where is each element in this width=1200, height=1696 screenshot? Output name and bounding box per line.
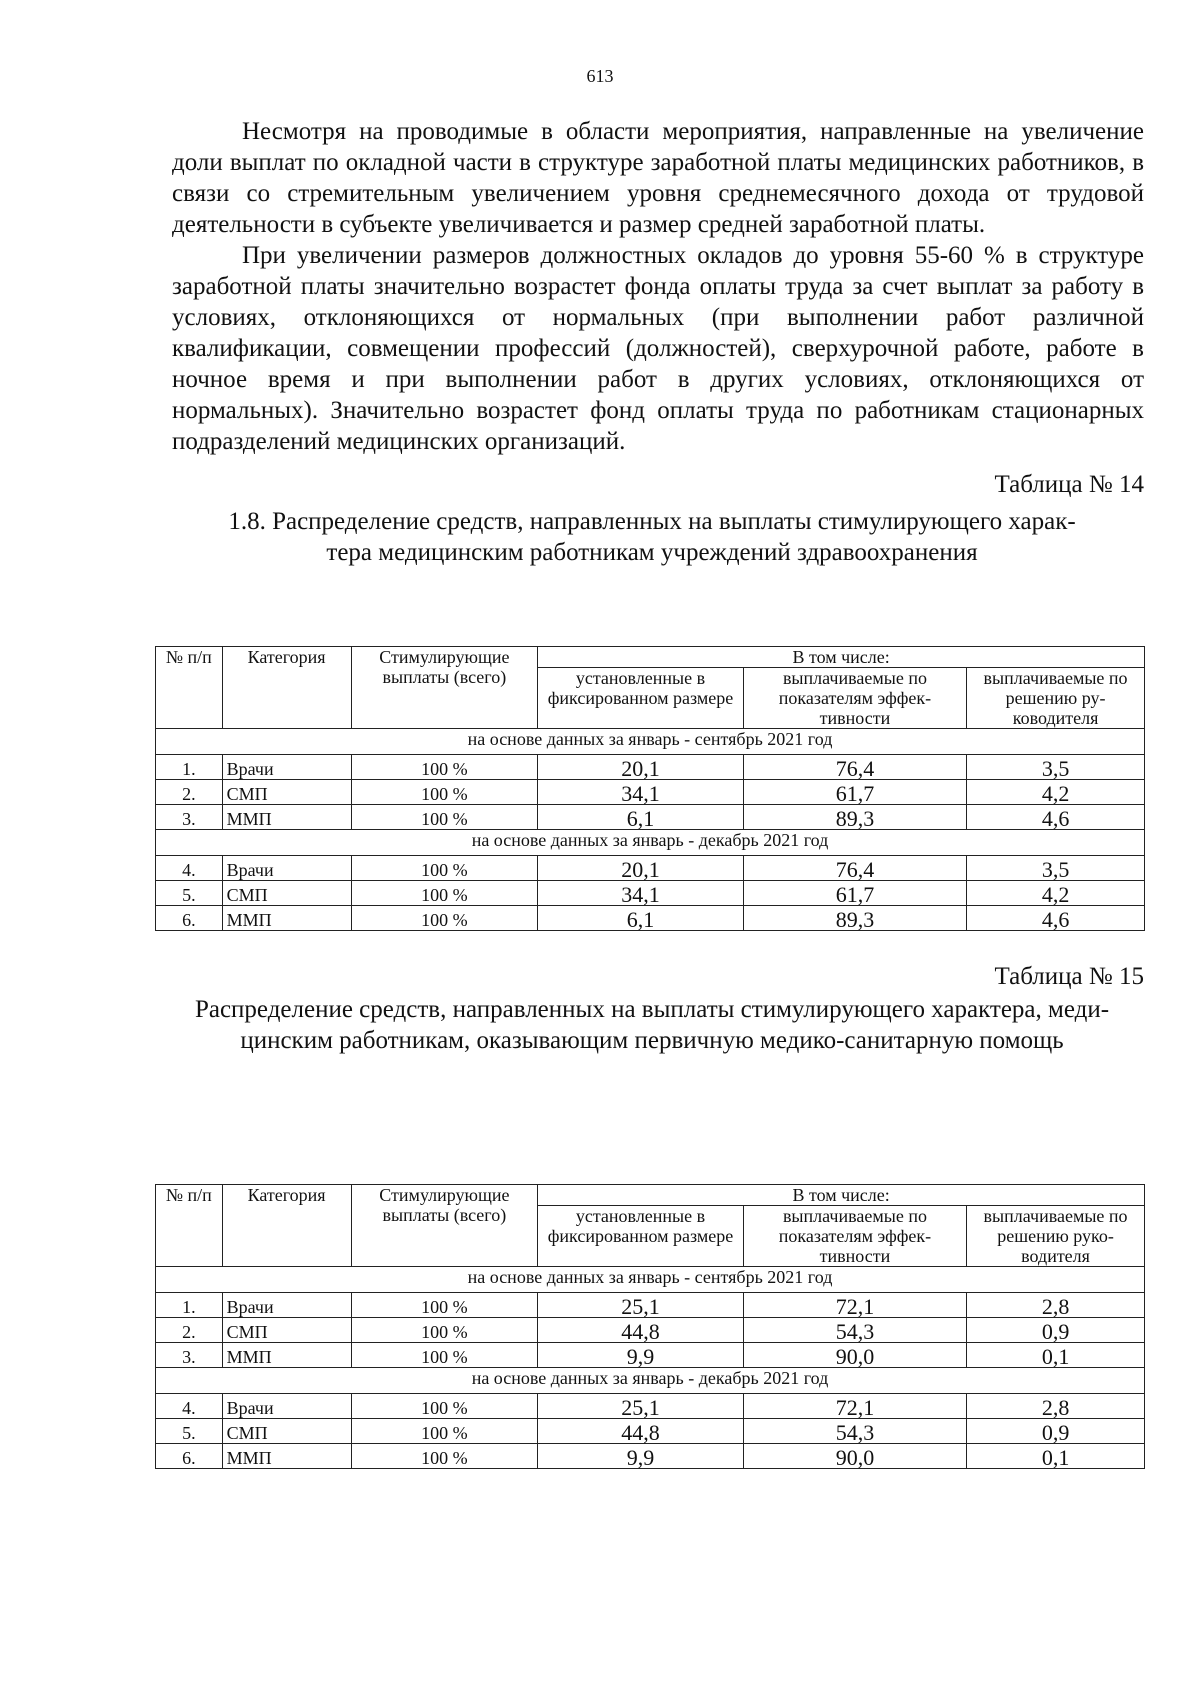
row-fixed: 25,1 — [538, 1293, 744, 1318]
row-manager: 0,1 — [967, 1444, 1145, 1469]
table-15-title-line-1: Распределение средств, направленных на выплаты стимулирующего характера, меди- — [194, 996, 1110, 1023]
period-label: на основе данных за январь - сентябрь 2021 год — [156, 1267, 1145, 1293]
row-category: Врачи — [222, 856, 351, 881]
row-category: Врачи — [222, 1293, 351, 1318]
row-fixed: 6,1 — [538, 906, 744, 931]
header-manager: выплачиваемые по решению руко-водителя — [967, 1206, 1145, 1267]
row-total: 100 % — [351, 755, 538, 780]
header-manager: выплачиваемые по решению ру-ководителя — [967, 668, 1145, 729]
row-manager: 4,2 — [967, 780, 1145, 805]
row-category: СМП — [222, 780, 351, 805]
paragraph-1: Несмотря на проводимые в области мероприятия, направленные на увеличение доли выплат по окладной части в структуре заработной платы медицинских работников, в связи со стремительным увеличением уровня среднемесячного дохода от трудовой деятельности в субъекте увеличивается и размер средней заработной платы. — [172, 118, 1144, 238]
period-label: на основе данных за январь - декабрь 2021 год — [156, 830, 1145, 856]
row-number: 6. — [156, 906, 223, 931]
row-category: Врачи — [222, 755, 351, 780]
row-efficiency: 89,3 — [743, 805, 966, 830]
row-efficiency: 54,3 — [743, 1318, 966, 1343]
table-row — [156, 1419, 1145, 1444]
row-manager: 4,6 — [967, 906, 1145, 931]
table-row — [156, 755, 1145, 780]
row-total: 100 % — [351, 856, 538, 881]
paragraph-2: При увеличении размеров должностных окладов до уровня 55-60 % в структуре заработной платы значительно возрастет фонда оплаты труда за счет выплат за работу в условиях, отклоняющихся от нормальных (при выполнении работ различной квалификации, совмещении профессий (должностей), сверхурочной работе, работе в ночное время и при выполнении работ в других условиях, отклоняющихся от нормальных). Значительно возрастет фонд оплаты труда по работникам стационарных подразделений медицинских организаций. — [172, 242, 1144, 455]
row-efficiency: 76,4 — [743, 856, 966, 881]
row-efficiency: 72,1 — [743, 1293, 966, 1318]
row-number: 1. — [156, 755, 223, 780]
row-category: СМП — [222, 881, 351, 906]
row-manager: 3,5 — [967, 755, 1145, 780]
row-total: 100 % — [351, 881, 538, 906]
header-fixed: установленные в фиксированном размере — [538, 1206, 744, 1267]
header-category: Категория — [222, 647, 351, 729]
row-manager: 4,2 — [967, 881, 1145, 906]
row-category: СМП — [222, 1318, 351, 1343]
table-row — [156, 881, 1145, 906]
row-number: 1. — [156, 1293, 223, 1318]
table-row — [156, 1343, 1145, 1368]
row-total: 100 % — [351, 1343, 538, 1368]
table-row — [156, 1318, 1145, 1343]
period-row — [156, 1267, 1145, 1293]
table-row — [156, 1394, 1145, 1419]
header-category: Категория — [222, 1185, 351, 1267]
row-efficiency: 61,7 — [743, 780, 966, 805]
header-num: № п/п — [156, 1185, 223, 1267]
table-15-caption: Таблица № 15 — [994, 963, 1144, 990]
row-number: 4. — [156, 1394, 223, 1419]
row-total: 100 % — [351, 1444, 538, 1469]
table-15-title-line-2: цинским работникам, оказывающим первичную медико-санитарную помощь — [240, 1027, 1064, 1054]
header-row — [156, 1185, 1145, 1206]
period-label: на основе данных за январь - декабрь 2021 год — [156, 1368, 1145, 1394]
period-label: на основе данных за январь - сентябрь 2021 год — [156, 729, 1145, 755]
table-15 — [155, 1184, 1145, 1469]
row-number: 2. — [156, 780, 223, 805]
table-14-title-line-2: тера медицинским работникам учреждений здравоохранения — [326, 539, 978, 566]
row-total: 100 % — [351, 1318, 538, 1343]
table-15-title — [160, 994, 1144, 1056]
table-row — [156, 805, 1145, 830]
row-total: 100 % — [351, 780, 538, 805]
row-efficiency: 90,0 — [743, 1444, 966, 1469]
row-number: 6. — [156, 1444, 223, 1469]
row-manager: 2,8 — [967, 1394, 1145, 1419]
table-row — [156, 1444, 1145, 1469]
period-row — [156, 1368, 1145, 1394]
row-manager: 0,1 — [967, 1343, 1145, 1368]
row-number: 2. — [156, 1318, 223, 1343]
row-fixed: 44,8 — [538, 1318, 744, 1343]
row-fixed: 34,1 — [538, 780, 744, 805]
row-total: 100 % — [351, 1419, 538, 1444]
row-efficiency: 76,4 — [743, 755, 966, 780]
table-row — [156, 856, 1145, 881]
row-efficiency: 54,3 — [743, 1419, 966, 1444]
row-manager: 2,8 — [967, 1293, 1145, 1318]
row-manager: 0,9 — [967, 1419, 1145, 1444]
header-num: № п/п — [156, 647, 223, 729]
row-fixed: 9,9 — [538, 1444, 744, 1469]
row-category: ММП — [222, 1343, 351, 1368]
row-category: ММП — [222, 906, 351, 931]
row-fixed: 20,1 — [538, 755, 744, 780]
row-total: 100 % — [351, 1394, 538, 1419]
header-fixed: установленные в фиксированном размере — [538, 668, 744, 729]
table-14 — [155, 646, 1145, 931]
table-14-title — [160, 506, 1144, 568]
header-total: Стимулирующие выплаты (всего) — [351, 647, 538, 729]
row-fixed: 20,1 — [538, 856, 744, 881]
row-manager: 0,9 — [967, 1318, 1145, 1343]
row-fixed: 44,8 — [538, 1419, 744, 1444]
row-efficiency: 72,1 — [743, 1394, 966, 1419]
row-category: Врачи — [222, 1394, 351, 1419]
row-number: 3. — [156, 805, 223, 830]
body-text — [172, 116, 1144, 457]
period-row — [156, 830, 1145, 856]
header-efficiency: выплачиваемые по показателям эффек-тивности — [743, 668, 966, 729]
row-fixed: 6,1 — [538, 805, 744, 830]
page-number: 613 — [586, 66, 614, 86]
row-fixed: 25,1 — [538, 1394, 744, 1419]
row-number: 3. — [156, 1343, 223, 1368]
table-row — [156, 906, 1145, 931]
row-efficiency: 61,7 — [743, 881, 966, 906]
row-total: 100 % — [351, 1293, 538, 1318]
row-category: СМП — [222, 1419, 351, 1444]
header-efficiency: выплачиваемые по показателям эффек-тивности — [743, 1206, 966, 1267]
row-number: 4. — [156, 856, 223, 881]
row-category: ММП — [222, 805, 351, 830]
row-number: 5. — [156, 1419, 223, 1444]
table-14-caption: Таблица № 14 — [994, 471, 1144, 498]
row-manager: 3,5 — [967, 856, 1145, 881]
row-efficiency: 89,3 — [743, 906, 966, 931]
row-number: 5. — [156, 881, 223, 906]
row-category: ММП — [222, 1444, 351, 1469]
table-row — [156, 780, 1145, 805]
table-row — [156, 1293, 1145, 1318]
header-including: В том числе: — [538, 1185, 1145, 1206]
header-total: Стимулирующие выплаты (всего) — [351, 1185, 538, 1267]
table-14-title-line-1: 1.8. Распределение средств, направленных на выплаты стимулирующего харак- — [228, 508, 1076, 535]
row-efficiency: 90,0 — [743, 1343, 966, 1368]
period-row — [156, 729, 1145, 755]
row-manager: 4,6 — [967, 805, 1145, 830]
row-total: 100 % — [351, 906, 538, 931]
header-including: В том числе: — [538, 647, 1145, 668]
row-fixed: 9,9 — [538, 1343, 744, 1368]
row-fixed: 34,1 — [538, 881, 744, 906]
row-total: 100 % — [351, 805, 538, 830]
header-row — [156, 647, 1145, 668]
